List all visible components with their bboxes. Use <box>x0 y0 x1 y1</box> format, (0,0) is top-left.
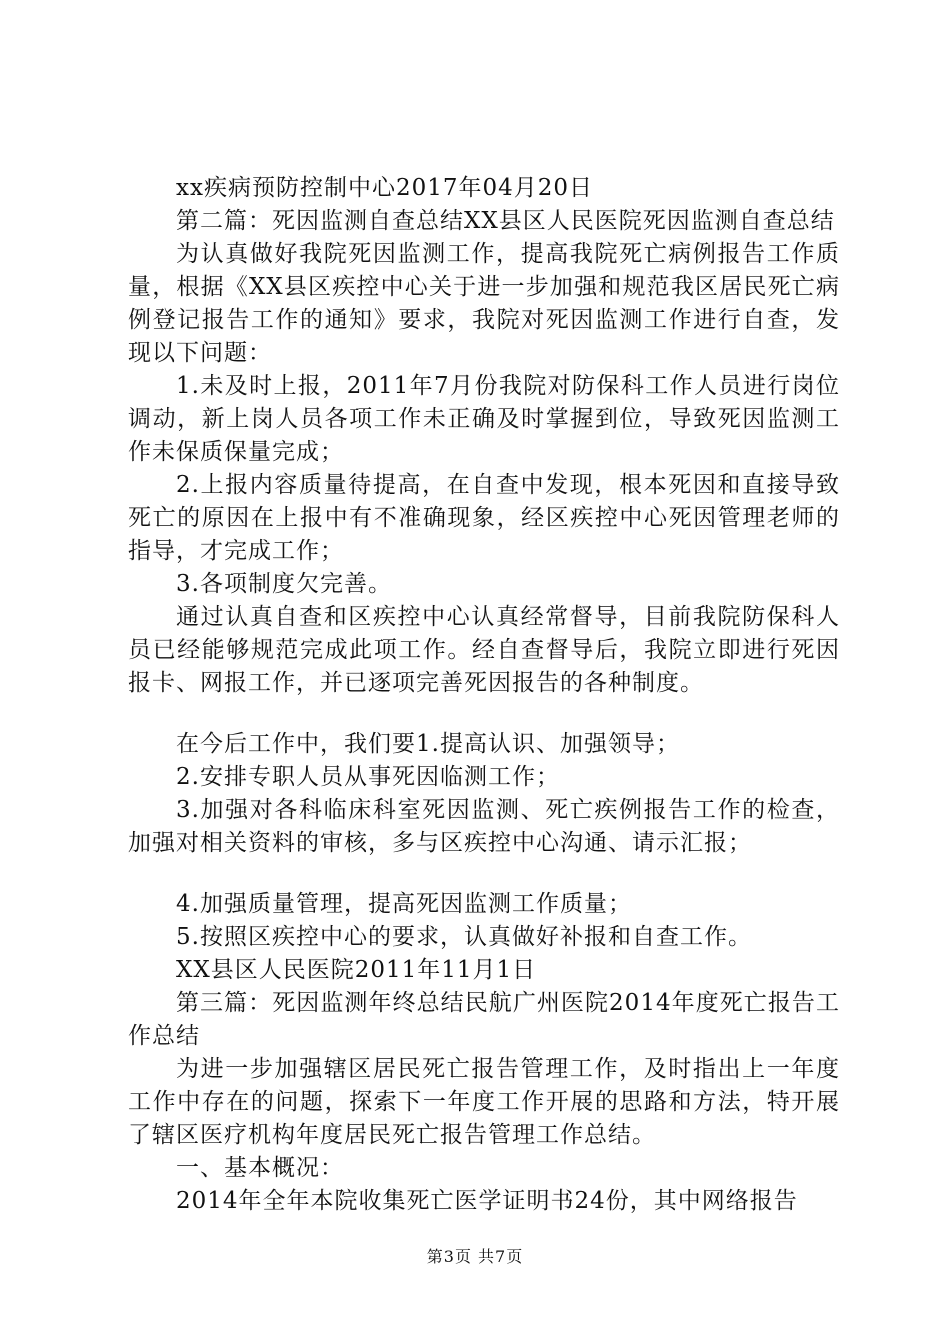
paragraph-issue-2: 2.上报内容质量待提高，在自查中发现，根本死因和直接导致死亡的原因在上报中有不准确现象，经区疾控中心死因管理老师的指导，才完成工作； <box>128 472 840 564</box>
paragraph-part2-title: 第二篇：死因监测自查总结XX县区人民医院死因监测自查总结 <box>176 208 835 234</box>
paragraph-plan-1: 在今后工作中，我们要1.提高认识、加强领导； <box>176 731 680 757</box>
paragraph-plan-2: 2.安排专职人员从事死因临测工作； <box>176 764 560 790</box>
paragraph-gap <box>128 700 840 728</box>
paragraph-part3-title: 第三篇：死因监测年终总结民航广州医院2014年度死亡报告工作总结 <box>128 990 840 1049</box>
paragraph-section-heading: 一、基本概况： <box>176 1155 344 1181</box>
paragraph-intro: 为认真做好我院死因监测工作，提高我院死亡病例报告工作质量，根据《XX县区疾控中心关于进一步加强和规范我区居民死亡病例登记报告工作的通知》要求，我院对死因监测工作进行自查，发现以下问题： <box>128 241 840 366</box>
paragraph-statistics: 2014年全年本院收集死亡医学证明书24份，其中网络报告 <box>176 1188 798 1214</box>
paragraph-issue-3: 3.各项制度欠完善。 <box>176 571 392 597</box>
paragraph-part3-intro: 为进一步加强辖区居民死亡报告管理工作，及时指出上一年度工作中存在的问题，探索下一年度工作开展的思路和方法，特开展了辖区医疗机构年度居民死亡报告管理工作总结。 <box>128 1056 840 1148</box>
page-number: 第3页 共7页 <box>426 1247 524 1266</box>
paragraph-plan-3: 3.加强对各科临床科室死因监测、死亡疾例报告工作的检查，加强对相关资料的审核，多与区疾控中心沟通、请示汇报； <box>128 797 840 856</box>
paragraph-supervision: 通过认真自查和区疾控中心认真经常督导，目前我院防保科人员已经能够规范完成此项工作。经自查督导后，我院立即进行死因报卡、网报工作，并已逐项完善死因报告的各种制度。 <box>128 604 840 696</box>
paragraph-plan-5: 5.按照区疾控中心的要求，认真做好补报和自查工作。 <box>176 924 752 950</box>
paragraph-gap <box>128 860 840 888</box>
document-body <box>128 172 840 1218</box>
paragraph-issue-1: 1.未及时上报，2011年7月份我院对防保科工作人员进行岗位调动，新上岗人员各项工作未正确及时掌握到位，导致死因监测工作未保质保量完成； <box>128 373 840 465</box>
paragraph-plan-4: 4.加强质量管理，提高死因监测工作质量； <box>176 891 632 917</box>
paragraph-hospital-date: XX县区人民医院2011年11月1日 <box>176 957 537 983</box>
paragraph-cdc-date: xx疾病预防控制中心2017年04月20日 <box>176 175 594 201</box>
